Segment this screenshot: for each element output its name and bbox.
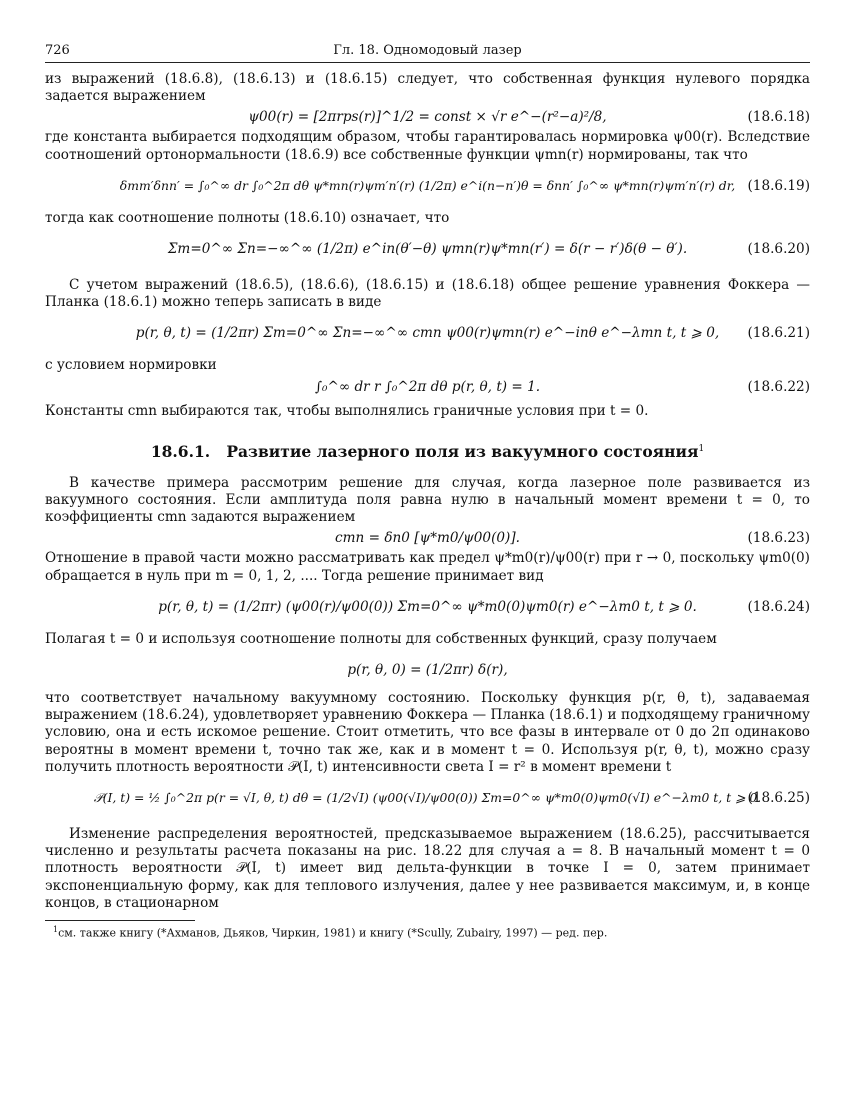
paragraph: тогда как соотношение полноты (18.6.10) означает, что — [45, 209, 450, 226]
equation — [45, 311, 810, 353]
footnote-text: см. также книгу (*Ахманов, Дьяков, Чиркин, 1981) и книгу (*Scully, Zubairy, 1997) — ред. пер. — [58, 926, 608, 940]
equation-formula: ψ00(r) = [2πrps(r)]^1/2 = const × √r e^−(r²−a)²/8, — [248, 109, 607, 126]
footnote-mark: 1 — [698, 443, 705, 454]
equation — [45, 375, 810, 399]
section-number: 18.6.1. — [150, 441, 211, 461]
page — [45, 40, 810, 941]
paragraph: что соответствует начальному вакуумному состоянию. Поскольку функция p(r, θ, t), задаваемая выражением (18.6.24), удовлетворяет уравнению Фоккера — Планка (18.6.1) и подходящему граничному условию, она и есть искомое решение. Стоит отметить, что все фазы в интервале от 0 до 2π одинаково вероятны в момент времени t, точно так же, как и в момент t = 0. Используя p(r, θ, t), можно сразу получить плотность вероятности 𝒫(I, t) интенсивности света I = r² в момент времени t — [45, 690, 810, 775]
paragraph: с условием нормировки — [45, 357, 217, 374]
equation-number: (18.6.25) — [747, 790, 810, 807]
paragraph: где константа выбирается подходящим образом, чтобы гарантировалась нормировка ψ00(r). Вследствие соотношений ортонормальности (18.6.9) все собственные функции ψmn(r) нормированы, так что — [45, 129, 810, 163]
equation-number: (18.6.18) — [747, 109, 810, 126]
equation-number: (18.6.20) — [747, 241, 810, 258]
section-heading — [45, 442, 810, 461]
equation-formula: cmn = δn0 [ψ*m0/ψ00(0)]. — [335, 530, 520, 547]
equation-formula: p(r, θ, 0) = (1/2πr) δ(r), — [347, 662, 508, 679]
equation-formula: δmm′δnn′ = ∫₀^∞ dr ∫₀^2π dθ ψ*mn(r)ψm′n′(r) (1/2π) e^i(n−n′)θ = δnn′ ∫₀^∞ ψ*mn(r)ψm′n′(r) dr, — [119, 177, 736, 193]
equation — [45, 648, 810, 690]
footnote — [45, 923, 810, 941]
footnote-mark: 1 — [53, 925, 59, 935]
equation-formula: p(r, θ, t) = (1/2πr) (ψ00(r)/ψ00(0)) Σm=0^∞ ψ*m0(0)ψm0(r) e^−λm0 t, t ⩾ 0. — [158, 598, 697, 615]
equation-formula: 𝒫(I, t) = ½ ∫₀^2π p(r = √I, θ, t) dθ = (1/2√I) (ψ00(√I)/ψ00(0)) Σm=0^∞ ψ*m0(0)ψm0(√I) e^−λm0 t, t ⩾ 0. — [93, 790, 762, 806]
equation — [45, 227, 810, 269]
equation — [45, 776, 810, 818]
equation-formula: Σm=0^∞ Σn=−∞^∞ (1/2π) e^in(θ′−θ) ψmn(r)ψ*mn(r′) = δ(r − r′)δ(θ − θ′). — [167, 241, 688, 258]
equation-number: (18.6.23) — [747, 530, 810, 547]
running-title: Гл. 18. Одномодовый лазер — [333, 43, 522, 58]
equation — [45, 526, 810, 550]
page-header — [45, 40, 810, 63]
equation-number: (18.6.22) — [747, 378, 810, 395]
equation-formula: ∫₀^∞ dr r ∫₀^2π dθ p(r, θ, t) = 1. — [314, 378, 541, 395]
section-title: Развитие лазерного поля из вакуумного состояния — [226, 441, 699, 461]
equation-number: (18.6.21) — [747, 325, 810, 342]
footnote-divider — [45, 920, 195, 921]
paragraph: Константы cmn выбираются так, чтобы выполнялись граничные условия при t = 0. — [45, 402, 649, 419]
equation — [45, 105, 810, 129]
paragraph: Изменение распределения вероятностей, предсказываемое выражением (18.6.25), рассчитывается численно и результаты расчета показаны на рис. 18.22 для случая a = 8. В начальный момент t = 0 плотность вероятности 𝒫(I, t) имеет вид дельта-функции в точке I = 0, затем принимает экспоненциальную форму, как для теплового излучения, далее у нее развивается максимум, и, в конце концов, в стационарном — [45, 826, 810, 911]
page-number: 726 — [45, 43, 70, 58]
equation-number: (18.6.24) — [747, 598, 810, 615]
paragraph: С учетом выражений (18.6.5), (18.6.6), (18.6.15) и (18.6.18) общее решение уравнения Фоккера — Планка (18.6.1) можно теперь записать в виде — [45, 277, 810, 311]
equation — [45, 164, 810, 206]
equation-number: (18.6.19) — [747, 177, 810, 194]
equation-formula: p(r, θ, t) = (1/2πr) Σm=0^∞ Σn=−∞^∞ cmn ψ00(r)ψmn(r) e^−inθ e^−λmn t, t ⩾ 0, — [135, 325, 720, 342]
paragraph: В качестве примера рассмотрим решение для случая, когда лазерное поле развивается из вакуумного состояния. Если амплитуда поля равна нулю в начальный момент времени t = 0, то коэффициенты cmn задаются выражением — [45, 474, 810, 526]
equation — [45, 585, 810, 627]
paragraph: Полагая t = 0 и используя соотношение полноты для собственных функций, сразу получаем — [45, 630, 717, 647]
paragraph: Отношение в правой части можно рассматривать как предел ψ*m0(r)/ψ00(r) при r → 0, поскольку ψm0(0) обращается в нуль при m = 0, 1, 2, .... Тогда решение принимает вид — [45, 550, 810, 584]
paragraph: из выражений (18.6.8), (18.6.13) и (18.6.15) следует, что собственная функция нулевого порядка задается выражением — [45, 71, 810, 105]
